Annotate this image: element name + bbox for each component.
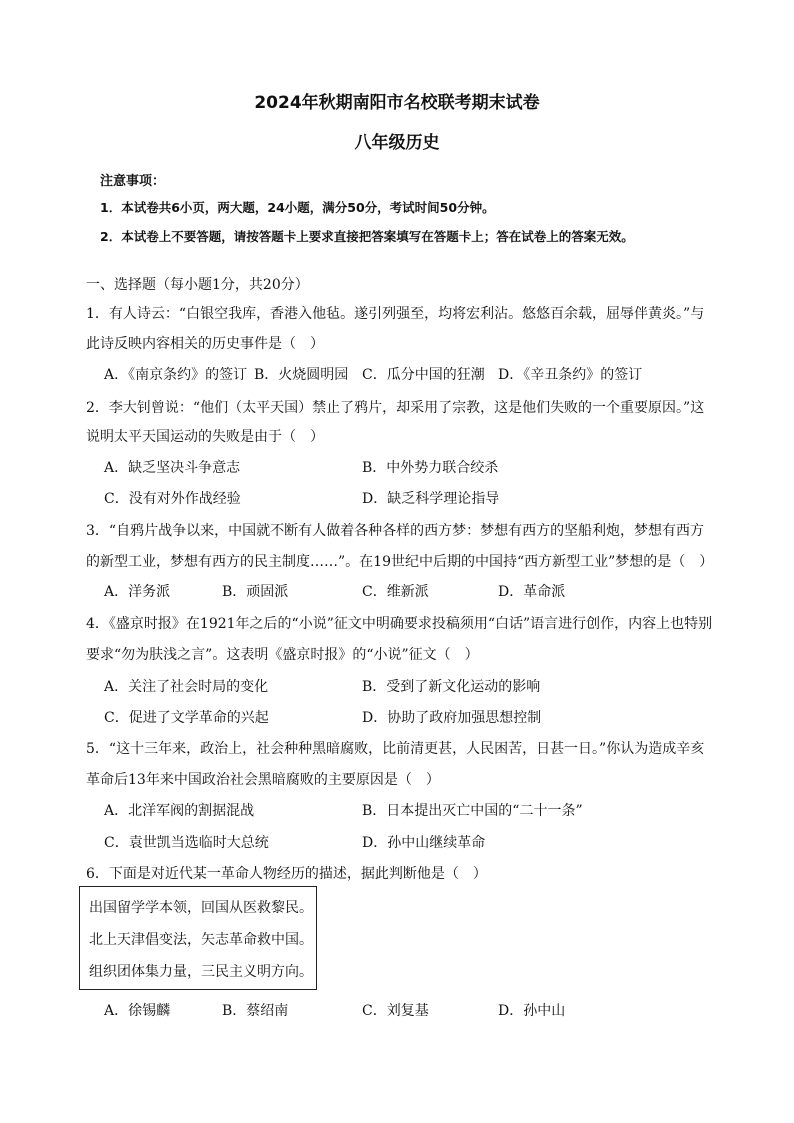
material-line: 北上天津倡变法，矢志革命救中国。 [89,932,313,948]
question-2-line-2: 说明太平天国运动的失败是由于（ ） [86,429,324,445]
notice-item: 1．本试卷共6小页，两大题，24小题，满分50分，考试时间50分钟。 [100,200,495,215]
question-5-line-2: 革命后13年来中国政治社会黑暗腐败的主要原因是（ ） [86,772,440,788]
option-b: B．中外势力联合绞杀 [362,460,499,476]
option-a: A．关注了社会时局的变化 [104,679,269,695]
question-1-line-1: 1．有人诗云：“白银空我库，香港入他毡。遂引列强至，均将宏利沾。悠悠百余载，屈辱伴黄炎。”与 [86,306,705,322]
question-4-line-2: 要求“勿为肤浅之言”。这表明《盛京时报》的“小说”征文（ ） [86,647,479,663]
notice-item: 2．本试卷上不要答题，请按答题卡上要求直接把答案填写在答题卡上；答在试卷上的答案无效。 [100,229,634,244]
question-3-line-1: 3．“自鸦片战争以来，中国就不断有人做着各种各样的西方梦：梦想有西方的坚船利炮，梦想有西方 [86,523,705,539]
question-2-line-1: 2．李大钊曾说：“他们（太平天国）禁止了鸦片，却采用了宗教，这是他们失败的一个重要原因。”这 [86,400,705,416]
exam-subtitle: 八年级历史 [354,133,440,153]
option-c: C．瓜分中国的狂潮 [362,367,485,383]
option-d: D．协助了政府加强思想控制 [362,710,542,726]
question-5-line-1: 5．“这十三年来，政治上，社会种种黑暗腐败，比前清更甚，人民困苦，日甚一日。”你认为造成辛亥 [86,741,705,757]
option-c: C．袁世凯当选临时大总统 [104,835,269,851]
option-a: A．缺乏坚决斗争意志 [104,460,241,476]
notice-heading: 注意事项： [100,174,166,189]
option-b: B．蔡绍南 [222,1003,289,1019]
option-a: A．徐锡麟 [104,1003,171,1019]
option-d: D．革命派 [498,584,566,600]
option-d: D．《辛丑条约》的签订 [498,367,643,383]
question-1-line-2: 此诗反映内容相关的历史事件是（ ） [86,336,324,352]
option-b: B．日本提出灭亡中国的“二十一条” [362,803,583,819]
question-6-line-1: 6．下面是对近代某一革命人物经历的描述，据此判断他是（ ） [86,866,487,882]
option-d: D．孙中山继续革命 [362,835,486,851]
question-6-material-box [79,886,317,990]
option-a: A．洋务派 [104,584,171,600]
option-d: D．缺乏科学理论指导 [362,491,500,507]
exam-title: 2024年秋期南阳市名校联考期末试卷 [254,93,540,113]
question-3-line-2: 的新型工业，梦想有西方的民主制度……”。在19世纪中后期的中国持“西方新型工业”梦想的是（ ） [86,554,714,570]
option-b: B．顽固派 [222,584,289,600]
material-line: 出国留学学本领，回国从医救黎民。 [89,900,313,916]
option-c: C．促进了文学革命的兴起 [104,710,269,726]
option-d: D．孙中山 [498,1003,566,1019]
material-line: 组织团体集力量，三民主义明方向。 [89,964,313,980]
question-4-line-1: 4．《盛京时报》在1921年之后的“小说”征文中明确要求投稿须用“白话”语言进行创作，内容上也特别 [86,616,713,632]
option-c: C．维新派 [362,584,429,600]
section-heading: 一、选择题（每小题1分，共20分） [86,277,309,293]
option-b: B．受到了新文化运动的影响 [362,679,541,695]
option-a: A．北洋军阀的割据混战 [104,803,255,819]
option-b: B．火烧圆明园 [254,367,349,383]
option-c: C．没有对外作战经验 [104,491,241,507]
option-c: C．刘复基 [362,1003,429,1019]
option-a: A．《南京条约》的签订 [104,367,248,383]
